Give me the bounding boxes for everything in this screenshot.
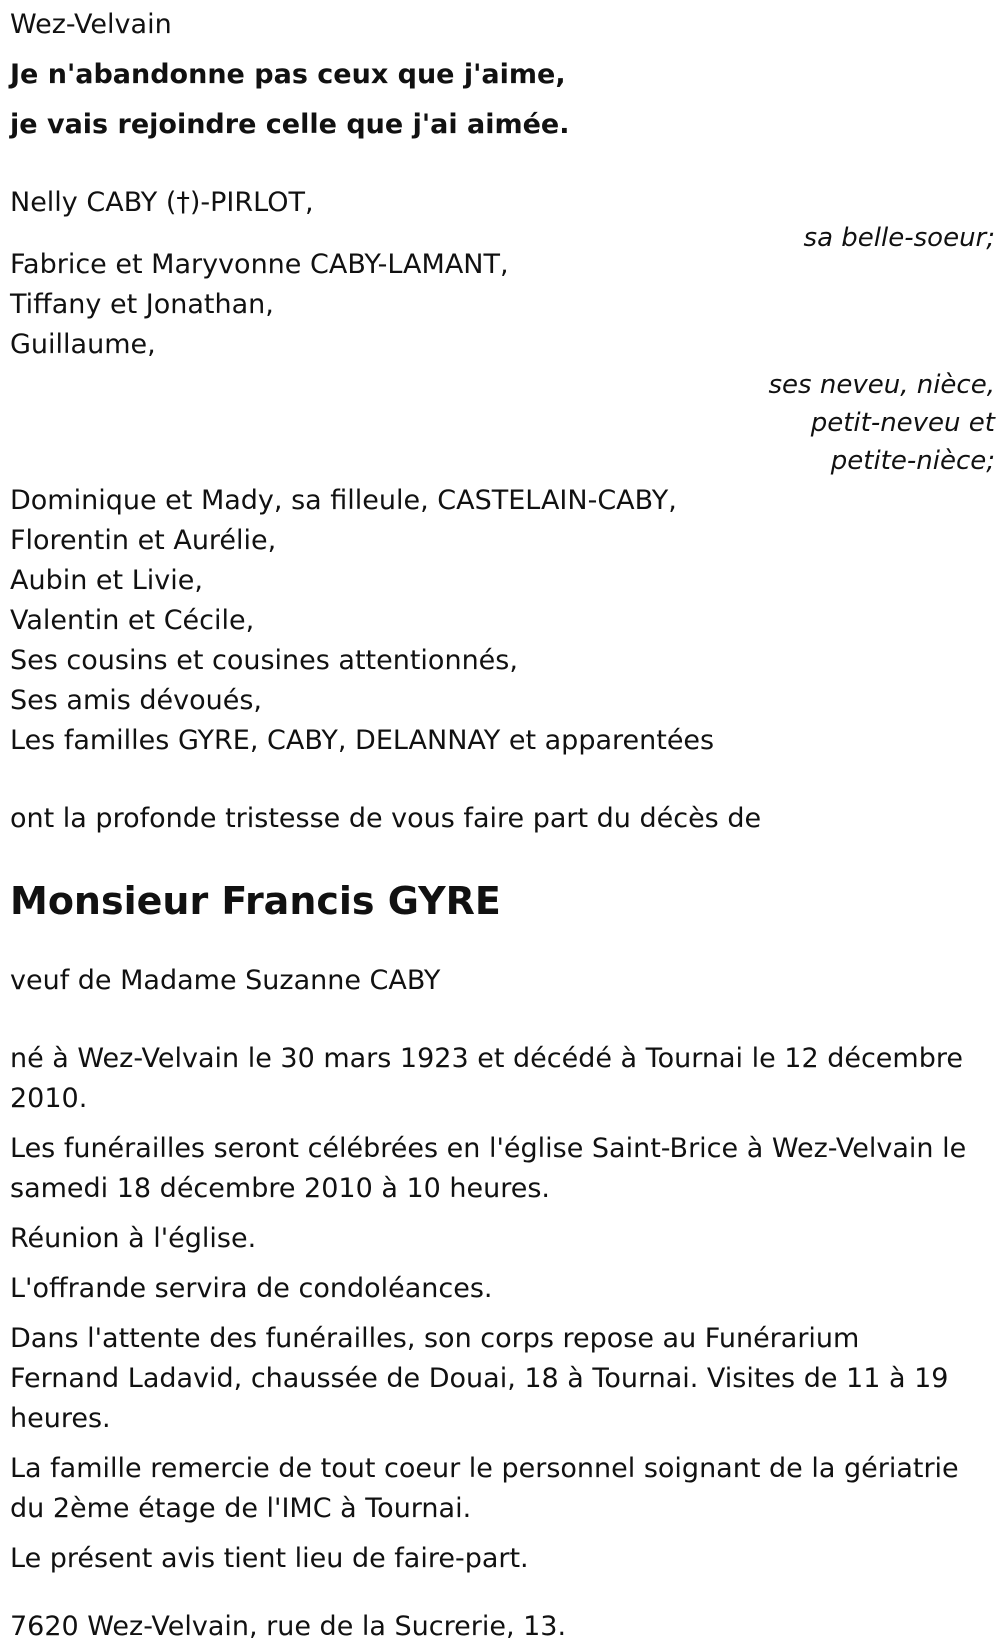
deceased-name: Monsieur Francis GYRE — [10, 879, 501, 923]
family-name: Les familles GYRE, CABY, DELANNAY et apparentées — [10, 725, 715, 756]
widower-of: veuf de Madame Suzanne CABY — [10, 965, 441, 996]
family-name: Nelly CABY (†)-PIRLOT, — [10, 187, 314, 218]
relation-label: ses neveu, nièce, — [768, 370, 995, 400]
announcement-text: ont la profonde tristesse de vous faire part du décès de — [10, 803, 762, 834]
funeral-home: Dans l'attente des funérailles, son corps repose au Funérarium Fernand Ladavid, chaussée de Douai, 18 à Tournai. Visites de 11 à 19 heures. — [10, 1323, 949, 1434]
birth-death-dates: né à Wez-Velvain le 30 mars 1923 et décédé à Tournai le 12 décembre 2010. — [10, 1043, 963, 1114]
funeral-service: Les funérailles seront célébrées en l'église Saint-Brice à Wez-Velvain le samedi 18 décembre 2010 à 10 heures. — [10, 1133, 967, 1204]
quote-line-2: je vais rejoindre celle que j'ai aimée. — [10, 109, 570, 140]
family-name: Guillaume, — [10, 329, 156, 360]
meeting-place: Réunion à l'église. — [10, 1223, 257, 1254]
family-name: Florentin et Aurélie, — [10, 525, 277, 556]
family-name: Dominique et Mady, sa filleule, CASTELAIN-CABY, — [10, 485, 677, 516]
family-name: Tiffany et Jonathan, — [10, 289, 274, 320]
notice-statement: Le présent avis tient lieu de faire-part. — [10, 1543, 529, 1574]
family-group-2 — [10, 245, 995, 483]
quote-line-1: Je n'abandonne pas ceux que j'aime, — [10, 59, 566, 90]
address: 7620 Wez-Velvain, rue de la Sucrerie, 13. — [10, 1611, 567, 1642]
relation-label: petit-neveu et — [810, 408, 995, 438]
relation-label: sa belle-soeur; — [803, 223, 995, 253]
details — [10, 1039, 995, 1579]
offering-note: L'offrande servira de condoléances. — [10, 1273, 493, 1304]
obituary-notice — [10, 5, 995, 1647]
relation-label: petite-nièce; — [830, 446, 995, 476]
family-group-3 — [10, 481, 995, 761]
family-name: Ses cousins et cousines attentionnés, — [10, 645, 518, 676]
family-name: Valentin et Cécile, — [10, 605, 255, 636]
family-name: Aubin et Livie, — [10, 565, 203, 596]
location-heading: Wez-Velvain — [10, 9, 172, 40]
family-name: Fabrice et Maryvonne CABY-LAMANT, — [10, 249, 509, 280]
family-name: Ses amis dévoués, — [10, 685, 263, 716]
thanks-note: La famille remercie de tout coeur le personnel soignant de la gériatrie du 2ème étage de l'IMC à Tournai. — [10, 1453, 959, 1524]
